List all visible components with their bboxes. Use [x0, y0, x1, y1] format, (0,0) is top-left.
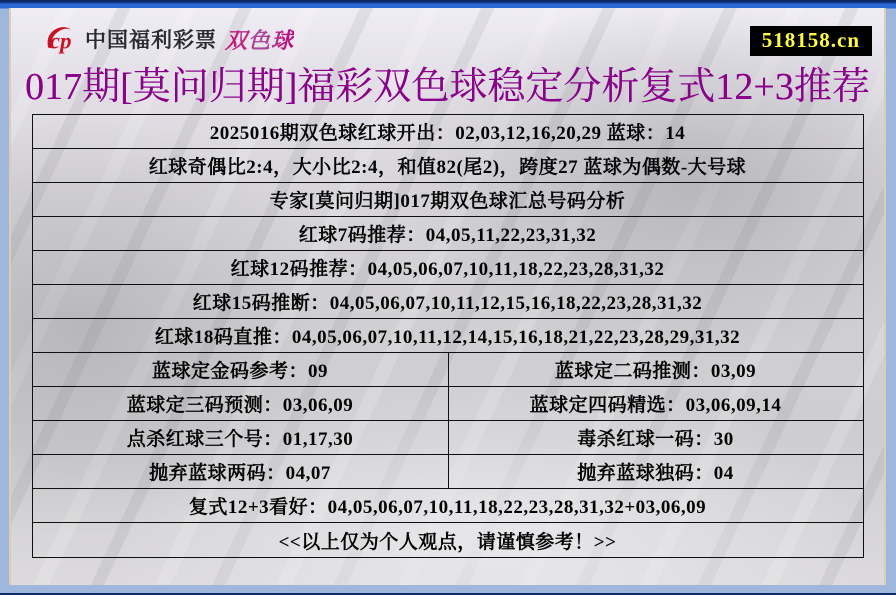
table-row-kill-reds — [33, 421, 863, 455]
svg-text:cp: cp — [49, 28, 72, 54]
table-row-blue-three-and-four — [33, 387, 863, 421]
table-row-complex-pick: 复式12+3看好：04,05,06,07,10,11,18,22,23,28,31,32+03,06,09 — [33, 489, 863, 523]
cell-kill-three-reds: 点杀红球三个号：01,17,30 — [126, 429, 354, 450]
analysis-table — [32, 114, 864, 558]
cell-kill-one-red: 毒杀红球一码：30 — [448, 421, 863, 454]
cell-discard-one-blue: 抛弃蓝球独码：04 — [448, 455, 863, 488]
table-row-red12: 红球12码推荐：04,05,06,07,10,11,18,22,23,28,31,32 — [33, 251, 863, 285]
header — [9, 18, 886, 60]
cell-blue-gold: 蓝球定金码参考：09 — [151, 361, 328, 382]
lottery-logo — [43, 22, 294, 56]
table-row-disclaimer: <<以上仅为个人观点，请谨慎参考！>> — [278, 531, 617, 553]
cell-discard-two-blues: 抛弃蓝球两码：04,07 — [149, 463, 331, 484]
table-row-red7: 红球7码推荐：04,05,11,22,23,31,32 — [33, 217, 863, 251]
table-row-draw-stats: 红球奇偶比2:4，大小比2:4，和值82(尾2)，跨度27 蓝球为偶数-大号球 — [33, 149, 863, 183]
table-row-red18: 红球18码直推：04,05,06,07,10,11,12,14,15,16,18,21,22,23,28,29,31,32 — [33, 319, 863, 353]
table-row-section-header: 专家[莫问归期]017期双色球汇总号码分析 — [33, 183, 863, 217]
cell-blue-two: 蓝球定二码推测：03,09 — [448, 353, 863, 386]
table-row-discard-blues — [33, 455, 863, 489]
site-url-badge: 518158.cn — [750, 26, 872, 56]
logo-text: 中国福利彩票 — [85, 29, 217, 52]
cwl-logo-icon — [43, 22, 77, 56]
table-row-draw-result: 2025016期双色球红球开出：02,03,12,16,20,29 蓝球：14 — [33, 115, 863, 149]
logo-brand: 双色球 — [225, 24, 294, 55]
cell-blue-three: 蓝球定三码预测：03,06,09 — [126, 395, 354, 416]
content-area — [9, 8, 886, 585]
page-title: 017期[莫问归期]福彩双色球稳定分析复式12+3推荐 — [25, 66, 870, 108]
table-row-red15: 红球15码推断：04,05,06,07,10,11,12,15,16,18,22,23,28,31,32 — [33, 285, 863, 319]
cell-blue-four: 蓝球定四码精选：03,06,09,14 — [448, 387, 863, 420]
table-row-blue-gold-and-two — [33, 353, 863, 387]
